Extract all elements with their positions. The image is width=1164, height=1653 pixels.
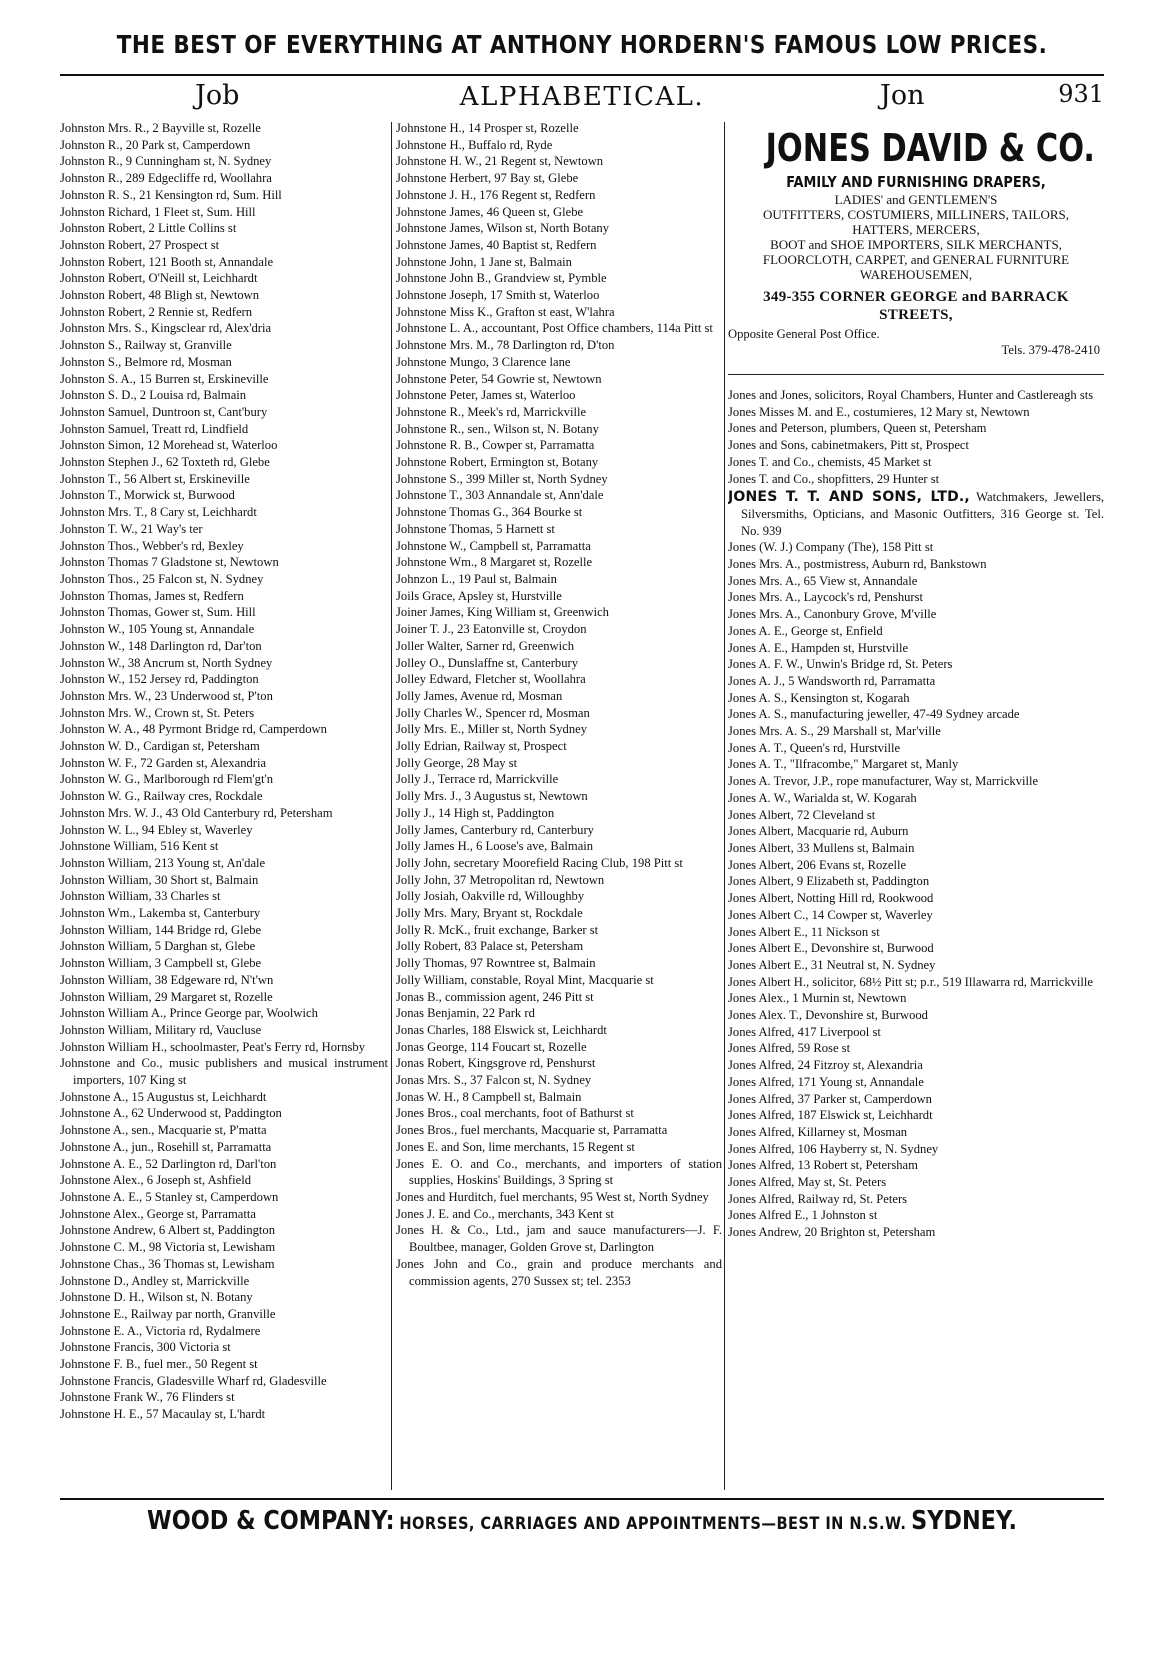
directory-entry: Johnston Mrs. W., Crown st, St. Peters (60, 705, 255, 720)
directory-entry: Jones J. E. and Co., merchants, 343 Kent st (396, 1206, 614, 1221)
directory-entry: Johnston W., 105 Young st, Annandale (60, 622, 255, 637)
column-3 (728, 120, 1104, 1496)
bottom-banner-company: WOOD & COMPANY: (147, 1506, 395, 1536)
page-number: 931 (1058, 80, 1104, 108)
directory-entry: Johnston William, 213 Young st, An'dale (60, 855, 266, 870)
column-1 (60, 120, 388, 1496)
directory-entry: Jonas George, 114 Foucart st, Rozelle (396, 1039, 587, 1054)
directory-entry: Jolly Edrian, Railway st, Prospect (396, 739, 567, 754)
directory-entry: Jones Alfred, 24 Fitzroy st, Alexandria (728, 1058, 923, 1073)
directory-entry: Johnston Robert, 48 Bligh st, Newtown (60, 288, 260, 303)
directory-entry: Johnston W. F., 72 Garden st, Alexandria (60, 755, 267, 770)
directory-entry: Jones Alfred, 187 Elswick st, Leichhardt (728, 1108, 933, 1123)
directory-entry: Jones Bros., fuel merchants, Macquarie st, Parramatta (396, 1123, 668, 1138)
directory-entry: Jolly R. McK., fruit exchange, Barker st (396, 922, 599, 937)
directory-entry: Johnstone Frank W., 76 Flinders st (60, 1390, 235, 1405)
header-first-name: Job (195, 80, 240, 111)
directory-entry: Jones A. E., George st, Enfield (728, 623, 883, 638)
directory-entry: Jones A. Trevor, J.P., rope manufacturer, Way st, Marrickville (728, 774, 1039, 789)
directory-entry: Johnston W. A., 48 Pyrmont Bridge rd, Camperdown (60, 722, 327, 737)
directory-entry: Johnstone James, Wilson st, North Botany (396, 221, 609, 236)
directory-entry: Johnston Robert, 121 Booth st, Annandale (60, 254, 274, 269)
directory-entry: Johnstone Francis, Gladesville Wharf rd, Gladesville (60, 1373, 327, 1388)
directory-entry: Johnston William, 3 Campbell st, Glebe (60, 956, 262, 971)
directory-entry: Jolly James, Canterbury rd, Canterbury (396, 822, 594, 837)
directory-entry: Jones A. W., Warialda st, W. Kogarah (728, 790, 917, 805)
header-last-name: Jon (880, 80, 925, 111)
directory-entry: Johnstone F. B., fuel mer., 50 Regent st (60, 1357, 258, 1372)
directory-entry: Jones Albert, 9 Elizabeth st, Paddington (728, 874, 930, 889)
directory-entry: Jones Alfred, 171 Young st, Annandale (728, 1074, 924, 1089)
directory-entry: Jolly John, secretary Moorefield Racing Club, 198 Pitt st (396, 855, 683, 870)
directory-entry: Johnstone John B., Grandview st, Pymble (396, 271, 607, 286)
directory-entry: Jonas W. H., 8 Campbell st, Balmain (396, 1089, 582, 1104)
directory-entry: Johnston T., Morwick st, Burwood (60, 488, 235, 503)
directory-entry: Johnston Mrs. S., Kingsclear rd, Alex'dria (60, 321, 272, 336)
directory-entry: Johnstone Mungo, 3 Clarence lane (396, 354, 571, 369)
directory-entry: Jones and Jones, solicitors, Royal Chambers, Hunter and Castlereagh sts (728, 388, 1094, 402)
ad-line: OUTFITTERS, COSTUMIERS, MILLINERS, TAILORS, HATTERS, MERCERS, (762, 207, 1070, 237)
directory-entry: Jones Alex. T., Devonshire st, Burwood (728, 1008, 928, 1023)
directory-entry: Jolly Charles W., Spencer rd, Mosman (396, 705, 590, 720)
ad-opposite: Opposite General Post Office. (728, 327, 880, 341)
directory-entry: Jones A. T., Queen's rd, Hurstville (728, 740, 901, 755)
directory-entry: Johnstone James, 40 Baptist st, Redfern (396, 237, 597, 252)
directory-entry: Johnston W. L., 94 Ebley st, Waverley (60, 822, 253, 837)
directory-entry: Johnstone A., sen., Macquarie st, P'matta (60, 1123, 267, 1138)
directory-entry: Johnston R., 9 Cunningham st, N. Sydney (60, 154, 272, 169)
column-divider (724, 122, 725, 1490)
directory-entry: Johnston William, 29 Margaret st, Rozelle (60, 989, 273, 1004)
directory-entry: Johnston S., Railway st, Granville (60, 338, 232, 353)
directory-entry: Johnston Wm., Lakemba st, Canterbury (60, 906, 261, 921)
directory-entry: Jones A. S., manufacturing jeweller, 47-49 Sydney arcade (728, 707, 1020, 722)
directory-entry: Jones Albert C., 14 Cowper st, Waverley (728, 907, 933, 922)
directory-entry: Johnston William H., schoolmaster, Peat's Ferry rd, Hornsby (60, 1039, 365, 1054)
directory-entry: Jolly Mrs. E., Miller st, North Sydney (396, 722, 588, 737)
directory-entry: Johnston William, 144 Bridge rd, Glebe (60, 922, 262, 937)
directory-entry: Johnstone D. H., Wilson st, N. Botany (60, 1290, 253, 1305)
directory-entry: Johnstone A., jun., Rosehill st, Parramatta (60, 1139, 272, 1154)
bottom-banner-text: HORSES, CARRIAGES AND APPOINTMENTS—BEST IN N.S.W. (399, 1514, 907, 1534)
directory-entry: Jones A. E., Hampden st, Hurstville (728, 640, 909, 655)
directory-entry: Jones Alex., 1 Murnin st, Newtown (728, 991, 907, 1006)
ad-subtitle: FAMILY AND FURNISHING DRAPERS, (786, 173, 1046, 191)
directory-entry: Johnston W. G., Marlborough rd Flem'gt'n (60, 772, 274, 787)
directory-entry: Jolly Robert, 83 Palace st, Petersham (396, 939, 584, 954)
directory-entry: Jones A. F. W., Unwin's Bridge rd, St. Peters (728, 657, 953, 672)
top-rule (60, 74, 1104, 76)
directory-entry: Johnston R., 20 Park st, Camperdown (60, 137, 251, 152)
directory-entry: Joils Grace, Apsley st, Hurstville (396, 588, 562, 603)
directory-entry: Johnston Mrs. W. J., 43 Old Canterbury rd, Petersham (60, 805, 333, 820)
directory-entry: Johnstone E. A., Victoria rd, Rydalmere (60, 1323, 261, 1338)
directory-entry: Johnstone A. E., 52 Darlington rd, Darl'ton (60, 1156, 277, 1171)
directory-entry: Johnston T., 56 Albert st, Erskineville (60, 471, 250, 486)
directory-entry: Jolly William, constable, Royal Mint, Macquarie st (396, 972, 654, 987)
highlight-name: JONES T. T. AND SONS, LTD., (728, 489, 970, 506)
directory-entry: Johnston W. D., Cardigan st, Petersham (60, 739, 260, 754)
directory-entry: Jones Albert, 72 Cleveland st (728, 807, 876, 822)
directory-entry: Johnston Thomas, James st, Redfern (60, 588, 244, 603)
directory-entry: Jones (W. J.) Company (The), 158 Pitt st (728, 540, 934, 555)
directory-entry: Jones Albert, 33 Mullens st, Balmain (728, 840, 915, 855)
directory-entry: Johnston W., 38 Ancrum st, North Sydney (60, 655, 273, 670)
directory-entry: Johnstone Francis, 300 Victoria st (60, 1340, 231, 1355)
directory-entry: Johnston W. G., Railway cres, Rockdale (60, 789, 263, 804)
directory-entry: Jonas Robert, Kingsgrove rd, Penshurst (396, 1056, 596, 1071)
directory-entry: Joller Walter, Sarner rd, Greenwich (396, 638, 574, 653)
directory-entry: Jolly J., Terrace rd, Marrickville (396, 772, 559, 787)
ad-telephone: Tels. 379-478-2410 (1001, 343, 1100, 357)
directory-entry: Jones Alfred, Railway rd, St. Peters (728, 1191, 908, 1206)
directory-entry: Jones and Hurditch, fuel merchants, 95 West st, North Sydney (396, 1190, 709, 1204)
directory-entry: Jonas B., commission agent, 246 Pitt st (396, 989, 594, 1004)
directory-entry: Johnston S., Belmore rd, Mosman (60, 354, 232, 369)
directory-entry: Johnston William, 33 Charles st (60, 889, 221, 904)
directory-entry: Jones Albert, Notting Hill rd, Rookwood (728, 891, 934, 906)
directory-entry: Jones Andrew, 20 Brighton st, Petersham (728, 1225, 936, 1240)
directory-entry: Johnstone R., Meek's rd, Marrickville (396, 404, 587, 419)
directory-entry: Johnstone Mrs. M., 78 Darlington rd, D'ton (396, 338, 615, 353)
directory-entry: Joiner T. J., 23 Eatonville st, Croydon (396, 622, 587, 637)
directory-entry: Jones A. J., 5 Wandsworth rd, Parramatta (728, 673, 936, 688)
bottom-advert-banner (81, 1506, 1082, 1536)
column-2 (396, 120, 722, 1496)
directory-entry: Johnstone H., Buffalo rd, Ryde (396, 137, 553, 152)
directory-entry: Jolley Edward, Fletcher st, Woollahra (396, 672, 586, 687)
page-header (60, 80, 1104, 120)
directory-entry: Jones Mrs. A. S., 29 Marshall st, Mar'ville (728, 724, 941, 739)
directory-entry: Johnstone Andrew, 6 Albert st, Paddington (60, 1223, 276, 1238)
directory-entry: Jones Mrs. A., Canonbury Grove, M'ville (728, 607, 937, 622)
ad-line: LADIES' and GENTLEMEN'S (834, 192, 998, 207)
directory-entry: Jones Misses M. and E., costumieres, 12 Mary st, Newtown (728, 404, 1030, 419)
directory-entry: Johnston T. W., 21 Way's ter (60, 521, 203, 536)
directory-entry: Johnstone Peter, James st, Waterloo (396, 388, 576, 403)
directory-entry: Jones Alfred, 417 Liverpool st (728, 1024, 881, 1039)
directory-entry: Jones E. O. and Co., merchants, and importers of station supplies, Hoskins' Buildings, 3 Spring st (396, 1156, 722, 1188)
directory-entry: Jonas Mrs. S., 37 Falcon st, N. Sydney (396, 1073, 592, 1088)
highlight-description: Watchmakers, Jewellers, Silversmiths, Opticians, and Masonic Outfitters, 316 George st. Tel. No. 939 (741, 490, 1104, 538)
directory-entry: Jolly George, 28 May st (396, 755, 518, 770)
ad-address: 349-355 CORNER GEORGE and BARRACK STREETS, (763, 289, 1069, 323)
directory-entry: Johnstone Wm., 8 Margaret st, Rozelle (396, 555, 593, 570)
directory-entry: Jones and Peterson, plumbers, Queen st, Petersham (728, 421, 987, 436)
directory-entry: Jonas Charles, 188 Elswick st, Leichhardt (396, 1022, 607, 1037)
directory-entry: Johnston S. D., 2 Louisa rd, Balmain (60, 388, 247, 403)
directory-entry: Johnston W., 152 Jersey rd, Paddington (60, 672, 259, 687)
directory-entry: Johnston Robert, 2 Rennie st, Redfern (60, 304, 253, 319)
directory-entry: Johnstone L. A., accountant, Post Office chambers, 114a Pitt st (396, 321, 713, 336)
directory-entry: Johnston Robert, 2 Little Collins st (60, 221, 237, 236)
directory-entry: Johnston Mrs. T., 8 Cary st, Leichhardt (60, 505, 257, 520)
directory-entry: Johnston Thomas, Gower st, Sum. Hill (60, 605, 256, 620)
directory-entry: Johnston Robert, 27 Prospect st (60, 237, 220, 252)
directory-entry: Johnston R. S., 21 Kensington rd, Sum. Hill (60, 187, 282, 202)
directory-entry: Johnstone H. W., 21 Regent st, Newtown (396, 154, 604, 169)
directory-entry: Johnston Samuel, Duntroon st, Cant'bury (60, 404, 268, 419)
directory-entry: Jones Albert H., solicitor, 68½ Pitt st; p.r., 519 Illawarra rd, Marrickville (728, 974, 1094, 989)
directory-entry: Jolley O., Dunslaffne st, Canterbury (396, 655, 578, 670)
directory-entry: Johnstone Alex., 6 Joseph st, Ashfield (60, 1173, 252, 1188)
ad-company-name: JONES DAVID & CO. (765, 126, 1095, 170)
directory-entry: Jones Mrs. A., postmistress, Auburn rd, Bankstown (728, 557, 987, 572)
directory-entry: Jones Alfred, 106 Hayberry st, N. Sydney (728, 1141, 939, 1156)
directory-entry: Jones E. and Son, lime merchants, 15 Regent st (396, 1139, 635, 1154)
directory-entry: Johnston William, 30 Short st, Balmain (60, 872, 259, 887)
directory-entry: Jones Albert E., 31 Neutral st, N. Sydney (728, 957, 936, 972)
directory-entry: Jones Albert E., 11 Nickson st (728, 924, 880, 939)
directory-entry: Johnstone Herbert, 97 Bay st, Glebe (396, 171, 579, 186)
ad-divider (728, 374, 1104, 375)
column-3-entries-b (728, 539, 1104, 1241)
directory-entry: Johnston Thos., 25 Falcon st, N. Sydney (60, 571, 264, 586)
directory-entry: Johnstone William, 516 Kent st (60, 839, 219, 854)
directory-entry: Jones Alfred E., 1 Johnston st (728, 1208, 878, 1223)
directory-entry: Jonas Benjamin, 22 Park rd (396, 1006, 535, 1021)
directory-entry: Jones Mrs. A., 65 View st, Annandale (728, 573, 918, 588)
directory-entry: Johnstone A. E., 5 Stanley st, Camperdown (60, 1190, 279, 1204)
directory-entry: Johnstone C. M., 98 Victoria st, Lewisham (60, 1240, 276, 1255)
directory-entry: Johnstone Thomas G., 364 Bourke st (396, 505, 583, 520)
directory-entry: Johnstone Alex., George st, Parramatta (60, 1206, 256, 1221)
directory-entry: Johnston R., 289 Edgecliffe rd, Woollahra (60, 171, 272, 186)
directory-entry: Jones A. T., "Ilfracombe," Margaret st, Manly (728, 757, 959, 772)
directory-entry: Jolly J., 14 High st, Paddington (396, 805, 555, 820)
directory-entry: Johnstone Robert, Ermington st, Botany (396, 455, 599, 470)
directory-entry: Johnstone J. H., 176 Regent st, Redfern (396, 187, 596, 202)
directory-entry: Jolly Josiah, Oakville rd, Willoughby (396, 889, 585, 904)
directory-entry: Johnston W., 148 Darlington rd, Dar'ton (60, 638, 262, 653)
bottom-banner-city: SYDNEY. (911, 1506, 1017, 1536)
directory-entry: Jones Albert, Macquarie rd, Auburn (728, 824, 909, 839)
directory-entry: Jones T. and Co., shopfitters, 29 Hunter st (728, 471, 940, 486)
column-3-entries-a (728, 387, 1104, 487)
directory-entry: Johnston William, 5 Darghan st, Glebe (60, 939, 256, 954)
directory-entry: Jones Alfred, Killarney st, Mosman (728, 1124, 908, 1139)
top-advert-banner: THE BEST OF EVERYTHING AT ANTHONY HORDERN'S FAMOUS LOW PRICES. (116, 30, 1048, 59)
directory-entry: Johnzon L., 19 Paul st, Balmain (396, 571, 557, 586)
directory-entry: Jones A. S., Kensington st, Kogarah (728, 690, 910, 705)
directory-entry: Johnstone and Co., music publishers and musical instrument importers, 107 King st (60, 1056, 388, 1088)
directory-entry: Johnston Simon, 12 Morehead st, Waterloo (60, 438, 278, 453)
ad-line: BOOT and SHOE IMPORTERS, SILK MERCHANTS, FLOORCLOTH, CARPET, and GENERAL FURNITURE WAREHOUSEMEN, (762, 237, 1070, 282)
directory-entry: Johnstone R., sen., Wilson st, N. Botany (396, 421, 599, 436)
directory-entry: Johnstone John, 1 Jane st, Balmain (396, 254, 572, 269)
directory-entry: Johnston William, 38 Edgeware rd, N't'wn (60, 972, 274, 987)
directory-entry: Jolly Thomas, 97 Rowntree st, Balmain (396, 956, 596, 971)
directory-entry: Johnstone James, 46 Queen st, Glebe (396, 204, 584, 219)
directory-entry: Johnston Thomas 7 Gladstone st, Newtown (60, 555, 279, 570)
directory-entry: Johnston William, Military rd, Vaucluse (60, 1022, 262, 1037)
directory-entry: Johnstone H. E., 57 Macaulay st, L'hardt (60, 1407, 266, 1422)
directory-entry: Johnstone H., 14 Prosper st, Rozelle (396, 121, 579, 135)
directory-entry: Johnstone Miss K., Grafton st east, W'lahra (396, 304, 615, 319)
header-section-title: ALPHABETICAL. (459, 82, 705, 112)
directory-entry: Johnstone S., 399 Miller st, North Sydney (396, 471, 608, 486)
directory-entry: Johnstone R. B., Cowper st, Parramatta (396, 438, 595, 453)
directory-entry: Johnstone E., Railway par north, Granville (60, 1306, 276, 1321)
directory-entry: Jones Alfred, May st, St. Peters (728, 1175, 887, 1190)
directory-entry: Johnstone Peter, 54 Gowrie st, Newtown (396, 371, 602, 386)
directory-entry: Johnstone A., 62 Underwood st, Paddington (60, 1106, 282, 1121)
directory-entry: Jones John and Co., grain and produce merchants and commission agents, 270 Sussex st; tel. 2353 (396, 1256, 722, 1288)
directory-entry: Jones Albert, 206 Evans st, Rozelle (728, 857, 907, 872)
directory-entry: Johnston Richard, 1 Fleet st, Sum. Hill (60, 204, 256, 219)
directory-entry: Johnstone T., 303 Annandale st, Ann'dale (396, 488, 604, 503)
directory-entry: Jones Alfred, 59 Rose st (728, 1041, 851, 1056)
directory-entry: Johnston Thos., Webber's rd, Bexley (60, 538, 244, 553)
directory-entry: Johnston Mrs. R., 2 Bayville st, Rozelle (60, 121, 261, 135)
directory-entry: Jones T. and Co., chemists, 45 Market st (728, 454, 932, 469)
directory-entry: Jolly James, Avenue rd, Mosman (396, 688, 563, 703)
directory-entry: Johnston William A., Prince George par, Woolwich (60, 1006, 318, 1021)
directory-entry: Johnston Mrs. W., 23 Underwood st, P'ton (60, 688, 273, 703)
directory-entry: Jones and Sons, cabinetmakers, Pitt st, Prospect (728, 438, 970, 453)
directory-entry: Johnston S. A., 15 Burren st, Erskineville (60, 371, 269, 386)
directory-entry: Johnstone Thomas, 5 Harnett st (396, 521, 555, 536)
directory-entry: Johnston Robert, O'Neill st, Leichhardt (60, 271, 258, 286)
directory-entry: Jolly Mrs. J., 3 Augustus st, Newtown (396, 789, 588, 804)
column-divider (391, 122, 392, 1490)
directory-entry: Johnstone Joseph, 17 Smith st, Waterloo (396, 288, 600, 303)
directory-entry: Johnstone A., 15 Augustus st, Leichhardt (60, 1089, 267, 1104)
directory-entry: Johnston Stephen J., 62 Toxteth rd, Glebe (60, 455, 270, 470)
directory-entry: Joiner James, King William st, Greenwich (396, 605, 609, 620)
directory-entry: Jones Alfred, 13 Robert st, Petersham (728, 1158, 918, 1173)
directory-entry: Jones Bros., coal merchants, foot of Bathurst st (396, 1106, 634, 1121)
directory-entry: Jolly John, 37 Metropolitan rd, Newtown (396, 872, 605, 887)
highlighted-entry (728, 489, 1104, 539)
bottom-rule (60, 1498, 1104, 1500)
directory-entry: Johnston Samuel, Treatt rd, Lindfield (60, 421, 249, 436)
directory-entry: Jones Mrs. A., Laycock's rd, Penshurst (728, 590, 924, 605)
directory-entry: Johnstone D., Andley st, Marrickville (60, 1273, 250, 1288)
directory-columns (60, 120, 1104, 1496)
advertisement-jones-david (728, 124, 1104, 358)
directory-entry: Johnstone Chas., 36 Thomas st, Lewisham (60, 1256, 275, 1271)
directory-entry: Jones H. & Co., Ltd., jam and sauce manufacturers—J. F. Boultbee, manager, Golden Grove st, Darlington (396, 1223, 722, 1255)
directory-entry: Johnstone W., Campbell st, Parramatta (396, 538, 591, 553)
directory-entry: Jolly Mrs. Mary, Bryant st, Rockdale (396, 906, 583, 921)
directory-entry: Jones Alfred, 37 Parker st, Camperdown (728, 1091, 932, 1106)
directory-entry: Jolly James H., 6 Loose's ave, Balmain (396, 839, 594, 854)
directory-entry: Jones Albert E., Devonshire st, Burwood (728, 941, 934, 956)
